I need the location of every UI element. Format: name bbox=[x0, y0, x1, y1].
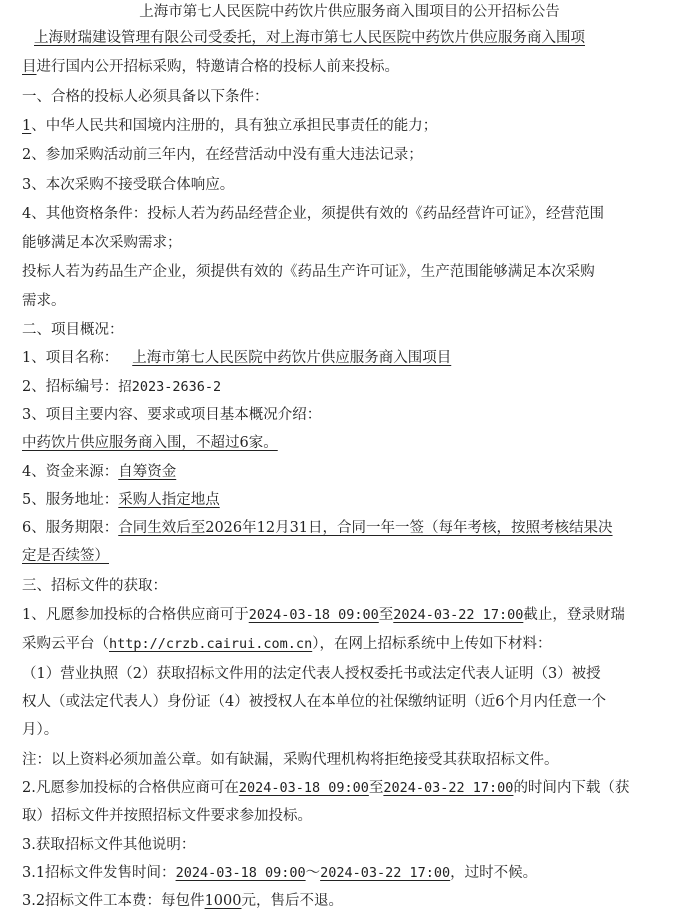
item-1-text: 、中华人民共和国境内注册的，具有独立承担民事责任的能力； bbox=[31, 118, 438, 134]
document-title: 上海市第七人民医院中药饮片供应服务商入围项目的公开招标公告 bbox=[139, 4, 560, 20]
service-address-label: 5、服务地址： bbox=[22, 492, 119, 508]
materials-line-3: 月）。 bbox=[22, 722, 59, 738]
download-suffix: 的时间内下载（获 bbox=[513, 780, 630, 796]
sale-start-time: 2024-03-18 09:00 bbox=[175, 865, 306, 881]
qualification-item-4-line-4: 需求。 bbox=[22, 293, 66, 309]
item-1-number: 1 bbox=[22, 118, 32, 134]
project-name-label: 1、项目名称： bbox=[22, 350, 119, 366]
platform-url-link[interactable]: http://crzb.cairui.com.cn bbox=[109, 636, 313, 652]
obtain-para-1-line-1 bbox=[22, 605, 625, 625]
service-period-row bbox=[22, 518, 613, 538]
fund-source-label: 4、资金来源： bbox=[22, 464, 119, 480]
download-text: 2.凡愿参加投标的合格供应商可在 bbox=[22, 780, 239, 796]
start-time: 2024-03-18 09:00 bbox=[248, 607, 379, 623]
sale-end-time: 2024-03-22 17:00 bbox=[320, 865, 451, 881]
intro-line-2 bbox=[22, 57, 399, 77]
obtain-para-2-line-1 bbox=[22, 778, 629, 798]
project-content-label: 3、项目主要内容、要求或项目基本概况介绍： bbox=[22, 407, 322, 423]
qualification-item-4-line-2: 能够满足本次采购需求； bbox=[22, 235, 182, 251]
service-address-row bbox=[22, 490, 220, 510]
intro-underlined-end: 目 bbox=[22, 59, 37, 75]
fee-row bbox=[22, 891, 343, 911]
project-name-value: 上海市第七人民医院中药饮片供应服务商入围项目 bbox=[132, 350, 452, 366]
obtain-para-1-line-2 bbox=[22, 634, 551, 654]
section-2-heading: 二、项目概况： bbox=[22, 322, 124, 338]
materials-line-2: 权人（或法定代表人）身份证（4）被授权人在本单位的社保缴纳证明（近6个月内任意一个 bbox=[22, 694, 606, 710]
qualification-item-4-line-3: 投标人若为药品生产企业，须提供有效的《药品生产许可证》，生产范围能够满足本次采购 bbox=[22, 264, 595, 280]
to-text: 至 bbox=[368, 780, 384, 796]
project-name-row bbox=[22, 348, 451, 368]
fund-source-row bbox=[22, 462, 176, 482]
project-content-text: 中药饮片供应服务商入围，不超过6家。 bbox=[22, 435, 278, 451]
obtain-para-2-line-2: 取）招标文件并按照招标文件要求参加投标。 bbox=[22, 808, 312, 824]
download-start-time: 2024-03-18 09:00 bbox=[238, 780, 369, 796]
service-period-label: 6、服务期限： bbox=[22, 520, 119, 536]
tilde-text: ～ bbox=[305, 865, 321, 881]
sale-time-label: 3.1招标文件发售时间： bbox=[22, 865, 176, 881]
qualification-item-3: 3、本次采购不接受联合体响应。 bbox=[22, 177, 235, 193]
intro-text: 进行国内公开招标采购，特邀请合格的投标人前来投标。 bbox=[36, 59, 399, 75]
sale-time-row bbox=[22, 863, 537, 883]
sale-time-suffix: ，过时不候。 bbox=[450, 865, 538, 881]
section-3-heading: 三、招标文件的获取： bbox=[22, 578, 167, 594]
fee-suffix: 元，售后不退。 bbox=[241, 893, 343, 909]
to-text: 至 bbox=[378, 607, 394, 623]
materials-line-1: （1）营业执照（2）获取招标文件用的法定代表人授权委托书或法定代表人证明（3）被授 bbox=[22, 666, 601, 682]
service-period-line-2 bbox=[22, 546, 109, 566]
intro-line-1 bbox=[34, 28, 585, 48]
service-period-value-2: 定是否续签） bbox=[22, 548, 109, 564]
fund-source-value: 自筹资金 bbox=[118, 464, 177, 480]
upload-text: ），在网上招标系统中上传如下材料： bbox=[312, 636, 552, 652]
platform-text: 采购云平台（ bbox=[22, 636, 109, 652]
bid-code-value: 招2023-2636-2 bbox=[118, 379, 222, 395]
bid-code-label: 2、招标编号： bbox=[22, 379, 119, 395]
deadline-text: 截止，登录财瑞 bbox=[523, 607, 625, 623]
other-notes-heading: 3.获取招标文件其他说明： bbox=[22, 837, 196, 853]
qualification-item-4-line-1: 4、其他资格条件：投标人若为药品经营企业，须提供有效的《药品经营许可证》，经营范围 bbox=[22, 206, 604, 222]
fee-amount: 1000 bbox=[204, 893, 242, 909]
announcement-document bbox=[22, 0, 677, 909]
download-end-time: 2024-03-22 17:00 bbox=[383, 780, 514, 796]
qualification-item-1 bbox=[22, 116, 437, 136]
fee-label: 3.2招标文件工本费：每包件 bbox=[22, 893, 205, 909]
bid-code-row bbox=[22, 377, 221, 397]
service-period-value-1: 合同生效后至2026年12月31日，合同一年一签（每年考核，按照考核结果决 bbox=[118, 520, 613, 536]
obtain-text: 1、凡愿参加投标的合格供应商可于 bbox=[22, 607, 249, 623]
end-time: 2024-03-22 17:00 bbox=[393, 607, 524, 623]
intro-agency-underlined: 上海财瑞建设管理有限公司受委托，对上海市第七人民医院中药饮片供应服务商入围项 bbox=[34, 30, 585, 46]
qualification-item-2: 2、参加采购活动前三年内，在经营活动中没有重大违法记录； bbox=[22, 147, 423, 163]
project-content-value bbox=[22, 433, 278, 453]
note-line: 注：以上资料必须加盖公章。如有缺漏，采购代理机构将拒绝接受其获取招标文件。 bbox=[22, 752, 559, 768]
service-address-value: 采购人指定地点 bbox=[118, 492, 220, 508]
section-1-heading: 一、合格的投标人必须具备以下条件： bbox=[22, 89, 269, 105]
